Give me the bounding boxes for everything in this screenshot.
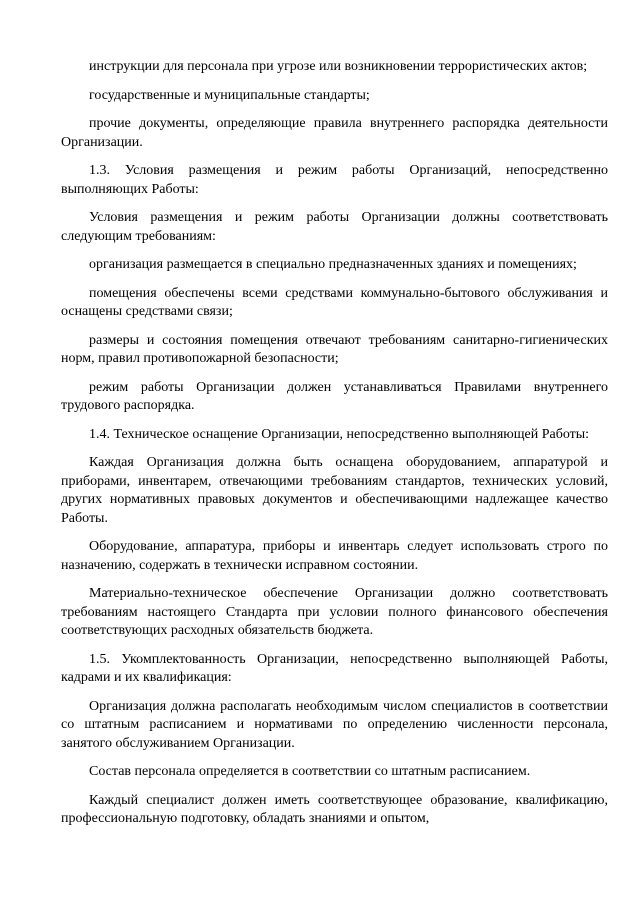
paragraph-staff-count: Организация должна располагать необходимым числом специалистов в соответствии со штатным расписанием и нормативами по определению численности персонала, занятого обслуживанием Организации. bbox=[61, 698, 608, 751]
section-heading-1-4: 1.4. Техническое оснащение Организации, непосредственно выполняющей Работы: bbox=[89, 426, 590, 442]
paragraph-other-documents: прочие документы, определяющие правила внутреннего распорядка деятельности Организации. bbox=[61, 116, 608, 150]
paragraph-buildings: организация размещается в специально предназначенных зданиях и помещениях; bbox=[89, 257, 577, 272]
section-heading-1-5: 1.5. Укомплектованность Организации, непосредственно выполняющей Работы, кадрами и их квалификация: bbox=[61, 651, 608, 685]
paragraph-material-support: Материально-техническое обеспечение Организации должно соответствовать требованиям настоящего Стандарта при условии полного финансового обеспечения соответствующих расходных обязательств бюджета. bbox=[61, 586, 608, 638]
paragraph-specialist-qualification: Каждый специалист должен иметь соответствующее образование, квалификацию, профессиональную подготовку, обладать знаниями и опытом, bbox=[61, 792, 608, 826]
paragraph-premises-equipped: помещения обеспечены всеми средствами коммунально-бытового обслуживания и оснащены средствами связи; bbox=[61, 285, 608, 319]
paragraph-instructions-terrorism: инструкции для персонала при угрозе или возникновении террористических актов; bbox=[89, 59, 588, 74]
paragraph-placement-conditions: Условия размещения и режим работы Организации должны соответствовать следующим требованиям: bbox=[61, 210, 608, 244]
paragraph-equipment-usage: Оборудование, аппаратура, приборы и инвентарь следует использовать строго по назначению, содержать в технически исправном состоянии. bbox=[61, 539, 608, 573]
paragraph-equipment: Каждая Организация должна быть оснащена оборудованием, аппаратурой и приборами, инвентарем, отвечающими требованиям стандартов, технических условий, других нормативных правовых документов и обеспечивающими надлежащее качество Работы. bbox=[61, 455, 608, 526]
section-heading-1-3: 1.3. Условия размещения и режим работы Организаций, непосредственно выполняющих Работы: bbox=[61, 163, 608, 197]
paragraph-premises-size: размеры и состояния помещения отвечают требованиям санитарно-гигиенических норм, правил противопожарной безопасности; bbox=[61, 332, 608, 366]
paragraph-state-standards: государственные и муниципальные стандарты; bbox=[89, 87, 370, 103]
paragraph-work-schedule: режим работы Организации должен устанавливаться Правилами внутреннего трудового распорядка. bbox=[61, 379, 608, 413]
paragraph-staff-composition: Состав персонала определяется в соответствии со штатным расписанием. bbox=[89, 764, 531, 779]
